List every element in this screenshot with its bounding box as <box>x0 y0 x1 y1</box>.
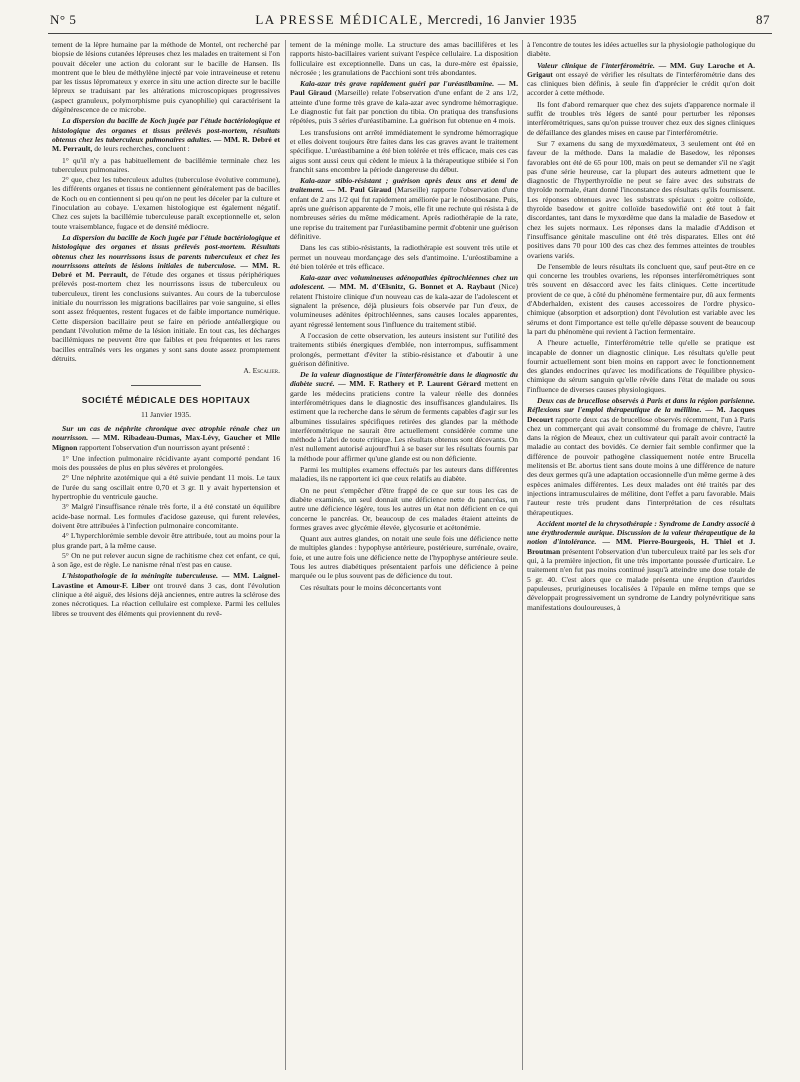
article-authors: — M. Paul Giraud <box>327 185 392 195</box>
article-authors: — MM. Ribadeau-Dumas, Max-Lévy, Gaucher et Mlle Mignon <box>52 433 280 452</box>
paragraph: De l'ensemble de leurs résultats ils concluent que, sauf peut-être en ce qui concerne les troubles ovariens, les réponses interférométriques sont très souvent en désaccord avec les faits cliniques. Cette incertitude provient de ce que, à côté du phénomène fermentaire pur, dû aux ferments d'Abderhalden, existent des causes accessoires de l'ordre physico-chimique (absorption et adsorption) dont l'évolution est variable avec les sérums et dont l'importance est telle qu'elle dépasse souvent de beaucoup la part du phénomène qui revient à l'action fermentaire. <box>527 261 755 336</box>
article-title: Kala-azar avec volumineuses adénopathies épitrochléennes chez un adolescent. <box>290 273 518 292</box>
paragraph: (Nice) relatent l'histoire clinique d'un nouveau cas de kala-azar de l'adolescent et signalent la présence, déjà plusieurs fois observée par l'un d'eux, de volumineuses adénites épitrochléennes, sans causes locales apparentes, ayant régressé lentement sous l'influence du traitement stibié. <box>290 282 518 329</box>
column-divider <box>522 40 523 1070</box>
column-3 <box>527 40 755 1070</box>
paragraph: ont trouvé dans 3 cas, dont l'évolution clinique a été aiguë, des lésions déjà anciennes, entre autres la sclérose des zones nécrotiques. La réaction cellulaire est complexe. Parmi les cellules libres se trouvent des éléments qui proviennent du revê- <box>52 580 280 618</box>
paragraph: A l'heure actuelle, l'interférométrie telle qu'elle se pratique est incapable de donner un diagnostic clinique. Les résultats qu'elle peut fournir actuellement sont bien moins en rapport avec le fonctionnement des glandes endocrines qu'avec les modifications de l'équilibre physico-chimique du sérum sanguin qu'elle révèle dans l'état de malade ou sous l'influence de diverses causes physiologiques. <box>527 338 755 394</box>
header-rule <box>48 33 772 34</box>
article-heading <box>527 61 755 98</box>
paragraph: de l'étude des organes et tissus périphériques prélevés post-mortem chez les nourrissons issus de tuberculeux ou tuberculeux, tirent les conclusions suivantes. Au cours de la tuberculose initiale du nourrisson les migrations bacillaires par voie sanguine, si elles sont assez fréquentes, restent fugaces et de faible importance numérique. Cette dispersion bacillaire peut se faire en période antéallergique ou pendant l'évolution même de la lésion initiale. En tout cas, les décharges bacillémiques ne peuvent être que faibles et peu fréquentes et les rares bacilles entraînés vers les organes y sont sans doute assez promptement détruits. <box>52 270 280 363</box>
paragraph: Les transfusions ont arrêté immédiatement le syndrome hémorragique et elles doivent toujours être faites dans les cas graves avant le traitement spécifique. L'uréastibamine a été bien tolérée et très efficace, mais ces cas aigus sont aussi ceux qui cèdent le mieux à la thérapeutique stibiée si l'on franchit sans encombre la période dangereuse du début. <box>290 127 518 174</box>
issue-date: Mercredi, 16 Janvier 1935 <box>427 12 578 27</box>
paragraph: rapportent l'observation d'un nourrisson ayant présenté : <box>79 442 250 452</box>
paragraph: rapporte deux cas de brucellose observés récemment, l'un à Paris chez un commerçant qui avait consommé du fromage de chèvre, l'autre dans la région de Meaux, chez un cultivateur qui paraît avoir contracté la maladie au contact des bovidés. Ce dernier fait semble confirmer que la différence de pouvoir pathogène classiquement notée entre Brucella melitensis et Br. abortus tient sans doute moins à une différence de nature des deux germes qu'à une adaptation occasionnelle d'un même germe à des espèces animales différentes. Les deux malades ont été traités par des injections intramusculaires de mélitine, dont l'effet a paru favorable. Mais l'auteur reste très prudent dans l'interprétation de ces résultats thérapeutiques. <box>527 414 755 517</box>
article-authors: — M. Paul Giraud <box>290 79 518 98</box>
journal-title: LA PRESSE MÉDICALE, <box>255 12 424 27</box>
article-authors: — MM. Pierre-Bourgeois, H. Thiel et J. Broutman <box>527 537 755 556</box>
paragraph: Parmi les multiples examens effectués par les auteurs dans différentes maladies, ils ne rapportent ici que ceux relatifs au diabète. <box>290 465 518 484</box>
article-heading <box>52 424 280 452</box>
article-title: L'histopathologie de la méningite tuberculeuse. <box>62 571 219 581</box>
issue-number: N° 5 <box>50 12 77 27</box>
article-title: La dispersion du bacille de Koch jugée par l'étude bactériologique et histologique des organes et tissus prélevés post-mortem. Résultats obtenus chez les nourrissons issus de parents tuberculeux et chez les nourrissons atteints de lésions initiales de tuberculose. <box>52 232 280 270</box>
article-heading <box>290 79 518 125</box>
list-item: 1° qu'il n'y a pas habituellement de bacillémie terminale chez les tuberculeux pulmonaires. <box>52 155 280 174</box>
column-divider <box>285 40 286 1070</box>
paragraph: tement de la méninge molle. La structure des amas bacillifères et les rapports histo-bacillaires varient suivant l'espèce cellulaire. La disposition folliculaire est exceptionnelle. Dans un cas, la dure-mère est épaissie, nécrosée ; les granulations de Pacchioni sont très abondantes. <box>290 40 518 77</box>
article-authors: — M. Jacques Decourt <box>527 405 755 424</box>
article-title: La dispersion du bacille de Koch jugée par l'étude bactériologique et histologique des organes et tissus prélevés post-mortem, résultats obtenus chez les tuberculeux pulmonaires adultes. <box>52 116 280 144</box>
article-authors: — MM. R. Debré et M. Perrault, <box>52 260 280 280</box>
list-item: 4° L'hyperchlorémie semble devoir être attribuée, tout au moins pour la plus grande part, à la même cause. <box>52 531 280 550</box>
article-title: Deux cas de brucellose observés à Paris et dans la région parisienne. Réflexions sur l'emploi thérapeutique de la méliline. <box>527 395 755 415</box>
paragraph: A l'occasion de cette observation, les auteurs insistent sur l'utilité des traitements stibiés énergiques d'emblée, non interrompus, suffisamment prolongés, permettant d'éviter la stibio-résistance et d'aboutir à une guérison définitive. <box>290 330 518 368</box>
article-title: Valeur clinique de l'interférométrie. <box>537 60 655 70</box>
article-authors: — MM. R. Debré et M. Perrault, <box>52 134 280 154</box>
signature: A. Escalier. <box>243 366 280 376</box>
list-item: 2° que, chez les tuberculeux adultes (tuberculose évolutive commune), les différents organes et tissus ne contiennent généralement pas de bacilles de Koch ou en contiennent si peu qu'on ne peut les déceler par la culture et l'inoculation au cobaye. L'examen histologique est également négatif. Chez ces sujets la bacillémie tuberculeuse paraît exceptionnelle et, selon toute vraisemblance, fugace et de densité médiocre. <box>52 175 280 231</box>
article-authors: — MM. Laignel-Lavastine et Amour-F. Liber <box>52 571 280 590</box>
list-item: 3° Malgré l'insuffisance rénale très forte, il a été constaté un équilibre acide-base normal. Les formules d'acidose gazeuse, qui furent relevées, doivent être attribuées à l'infection pulmonaire concomitante. <box>52 502 280 530</box>
masthead <box>255 12 577 28</box>
paragraph: Ils font d'abord remarquer que chez des sujets d'apparence normale il suffit de troubles très légers de santé pour perturber les réponses interférométriques, sans qu'on puisse trouver chez eux des signes cliniques de défaillance des glandes mises en cause par l'interférométrie. <box>527 99 755 137</box>
paragraph: tement de la lèpre humaine par la méthode de Montel, ont recherché par biopsie de lésions cutanées lépreuses chez les malades en traitement si l'on pouvait déceler une action du colorant sur le bacille de Hansen. Ils montrent que le bleu de méthylène injecté par voie intraveineuse et retenu par les tissus lépromateux y exerce in situ une action directe sur le bacille lépreux se traduisant par les altérations microscopiques progressives (aspect granuleux, polymorphisme puis cyanophilie) qui caractérisent la dégénérescence de ce microbe. <box>52 40 280 115</box>
paragraph: Dans les cas stibio-résistants, la radiothérapie est souvent très utile et permet un nouveau mordançage des sels d'antimoine. L'uréostibamine a été bien tolérée et très efficace. <box>290 243 518 271</box>
article-title: Kala-azar stibio-résistant ; guérison après deux ans et demi de traitement. <box>290 176 518 195</box>
paragraph: Quant aux autres glandes, on notait une seule fois une déficience nette de multiples glandes : hypophyse antérieure, postérieure, surrénale, ovaire, foie, et une autre fois une déficience nette de l'hypophyse antérieure seule. Tous les autres diabétiques présentaient parfois une déficience à peine marquée ou le plus souvent pas de déficience du tout. <box>290 534 518 581</box>
page-number: 87 <box>755 12 770 27</box>
article-title: Kala-azar très grave rapidement guéri par l'uréastibamine. <box>300 79 495 89</box>
paragraph: On ne peut s'empêcher d'être frappé de ce que sur tous les cas de diabète examinés, un seul donnait une déficience nette du pancréas, un autre une déficience légère, tous les autres un état non déficient en ce qui concerne le pancréas. Or, beaucoup de ces malades étaient atteints de formes graves avec glycémie élevée, glycosurie et acétonémie. <box>290 485 518 532</box>
paragraph: présentent l'observation d'un tuberculeux traité par les sels d'or qui, à la première injection, fit une très importante poussée d'urticaire. Le traitement n'en fut pas moins continué jusqu'à atteindre une dose totale de 5 gr. 40. C'est alors que ce malade présenta une éruption d'aurides papuleuses, prurigineuses localisées à l'épaule en même temps que se développait progressivement un syndrome de Landry polynévritique sans manifestations douloureuses, à <box>527 546 755 612</box>
article-heading <box>52 571 280 617</box>
article-title: Accident mortel de la chrysothérapie : Syndrome de Landry associé à une érythrodermie aurique. Discussion de la valeur thérapeutique de la notion d'intolérance. <box>527 518 755 547</box>
article-heading <box>52 116 280 153</box>
article-heading <box>52 233 280 363</box>
article-title: De la valeur diagnostique de l'interférométrie dans le diagnostic du diabète sucré. <box>290 370 518 389</box>
column-2 <box>290 40 518 1070</box>
article-authors: — MM. F. Rathery et P. Laurent Gérard <box>338 379 482 389</box>
paragraph: ont essayé de vérifier les résultats de l'interférométrie dans des cas cliniques bien définis, à seule fin d'apprécier le crédit qu'on doit accorder à cette méthode. <box>527 69 755 98</box>
paragraph: à l'encontre de toutes les idées actuelles sur la physiologie pathologique du diabète. <box>527 40 755 59</box>
list-item: 1° Une infection pulmonaire récidivante ayant comporté pendant 16 mois des poussées de plus en plus sévères et prolongées. <box>52 453 280 473</box>
paragraph: Ces résultats pour le moins déconcertants vont <box>300 582 442 592</box>
article-authors: — MM. Guy Laroche et A. Grigaut <box>527 60 755 79</box>
article-title: Sur un cas de néphrite chronique avec atrophie rénale chez un nourrisson. <box>52 423 280 443</box>
separator <box>131 385 201 386</box>
page-header <box>50 12 770 34</box>
article-heading <box>527 519 755 612</box>
list-item: 2° Une néphrite azotémique qui a été suivie pendant 11 mois. Le taux de l'urée du sang oscillait entre 0,70 et 3 gr. Il y avait hypertension et hypertrophie du ventricule gauche. <box>52 473 280 502</box>
paragraph: (Marseille) relate l'observation d'une enfant de 2 ans 1/2, atteinte d'une forme très grave de kala-azar avec syndrome hémorragique. Le diagnostic fut fait par ponction du tibia. On pratiqua des transfusions répétées, puis 3 séries d'uréastibamine. La guérison fut obtenue en 4 mois. <box>290 88 518 126</box>
conclusion-list <box>52 156 280 231</box>
section-date: 11 Janvier 1935. <box>140 409 192 419</box>
paragraph: Sur 7 examens du sang de myxœdémateux, 3 seulement ont été en faveur de la méthode. Dans la maladie de Basedow, les réponses favorables ont été de 65 pour 100, mais on peut se demander s'il ne s'agit pas d'une série heureuse, car la plupart des auteurs admettent que le diagnostic de l'hyperthyroïdie ne peut se faire avec des substrats de thyroïde normale, étant donné l'inconstance des résultats qu'ils fournissent. Les réponses obtenues avec les substrats spéciaux : goitre colloïde, thyroïde basedow et goitre colloïde basedowifié ont été tout à fait discordantes, tant dans le myxœdème que dans la maladie de Basedow et chez les sujets normaux. Les réponses dans la maladie d'Addison et l'insuffisance génitale masculine ont été très disparates. Elles ont été positives dans 70 pour 100 des cas chez des femmes atteintes de troubles ovariens variés. <box>527 138 755 260</box>
article-heading <box>527 396 755 517</box>
article-heading <box>290 176 518 241</box>
observation-list <box>52 454 280 570</box>
list-item: 5° On ne put relever aucun signe de rachitisme chez cet enfant, ce qui, à son âge, est de règle. Le nanisme rénal n'est pas en cause. <box>52 550 280 570</box>
article-heading <box>290 370 518 463</box>
column-1 <box>52 40 280 1070</box>
section-title: SOCIÉTÉ MÉDICALE DES HOPITAUX <box>81 395 251 406</box>
paragraph: (Marseille) rapporte l'observation d'une enfant de 2 ans 1/2 qui fut rapidement améliorée par le néostibosane. Puis, après une guérison apparente de 7 mois, elle fit une rechute qui résista à de nombreuses séries du même médicament. Après radiothérapie de la rate, une reprise du traitement par l'uréastibamine permit d'obtenir une guérison définitive. <box>290 185 518 241</box>
article-authors: — MM. M. d'Œlsnitz, G. Bonnet et A. Raybaut <box>328 282 495 292</box>
paragraph: de leurs recherches, concluent : <box>94 144 190 154</box>
paragraph: mettent en garde les médecins praticiens contre la valeur réelle des données interférométriques dans le diagnostic des insuffisances glandulaires. Ils estiment que la recherche dans le sérum de ferments capables d'agir sur les albumines tissulaires spécifiques retirées des glandes par la méthode interférométrique ne saurait être actuellement considérée comme une méthode à l'abri de toute critique. Les résultats obtenus sont décevants. On n'est nullement autorisé aujourd'hui à se baser sur les résultats fournis par la méthode pour affirmer qu'une glande est ou non déficiente. <box>290 379 518 463</box>
article-heading <box>290 273 518 329</box>
